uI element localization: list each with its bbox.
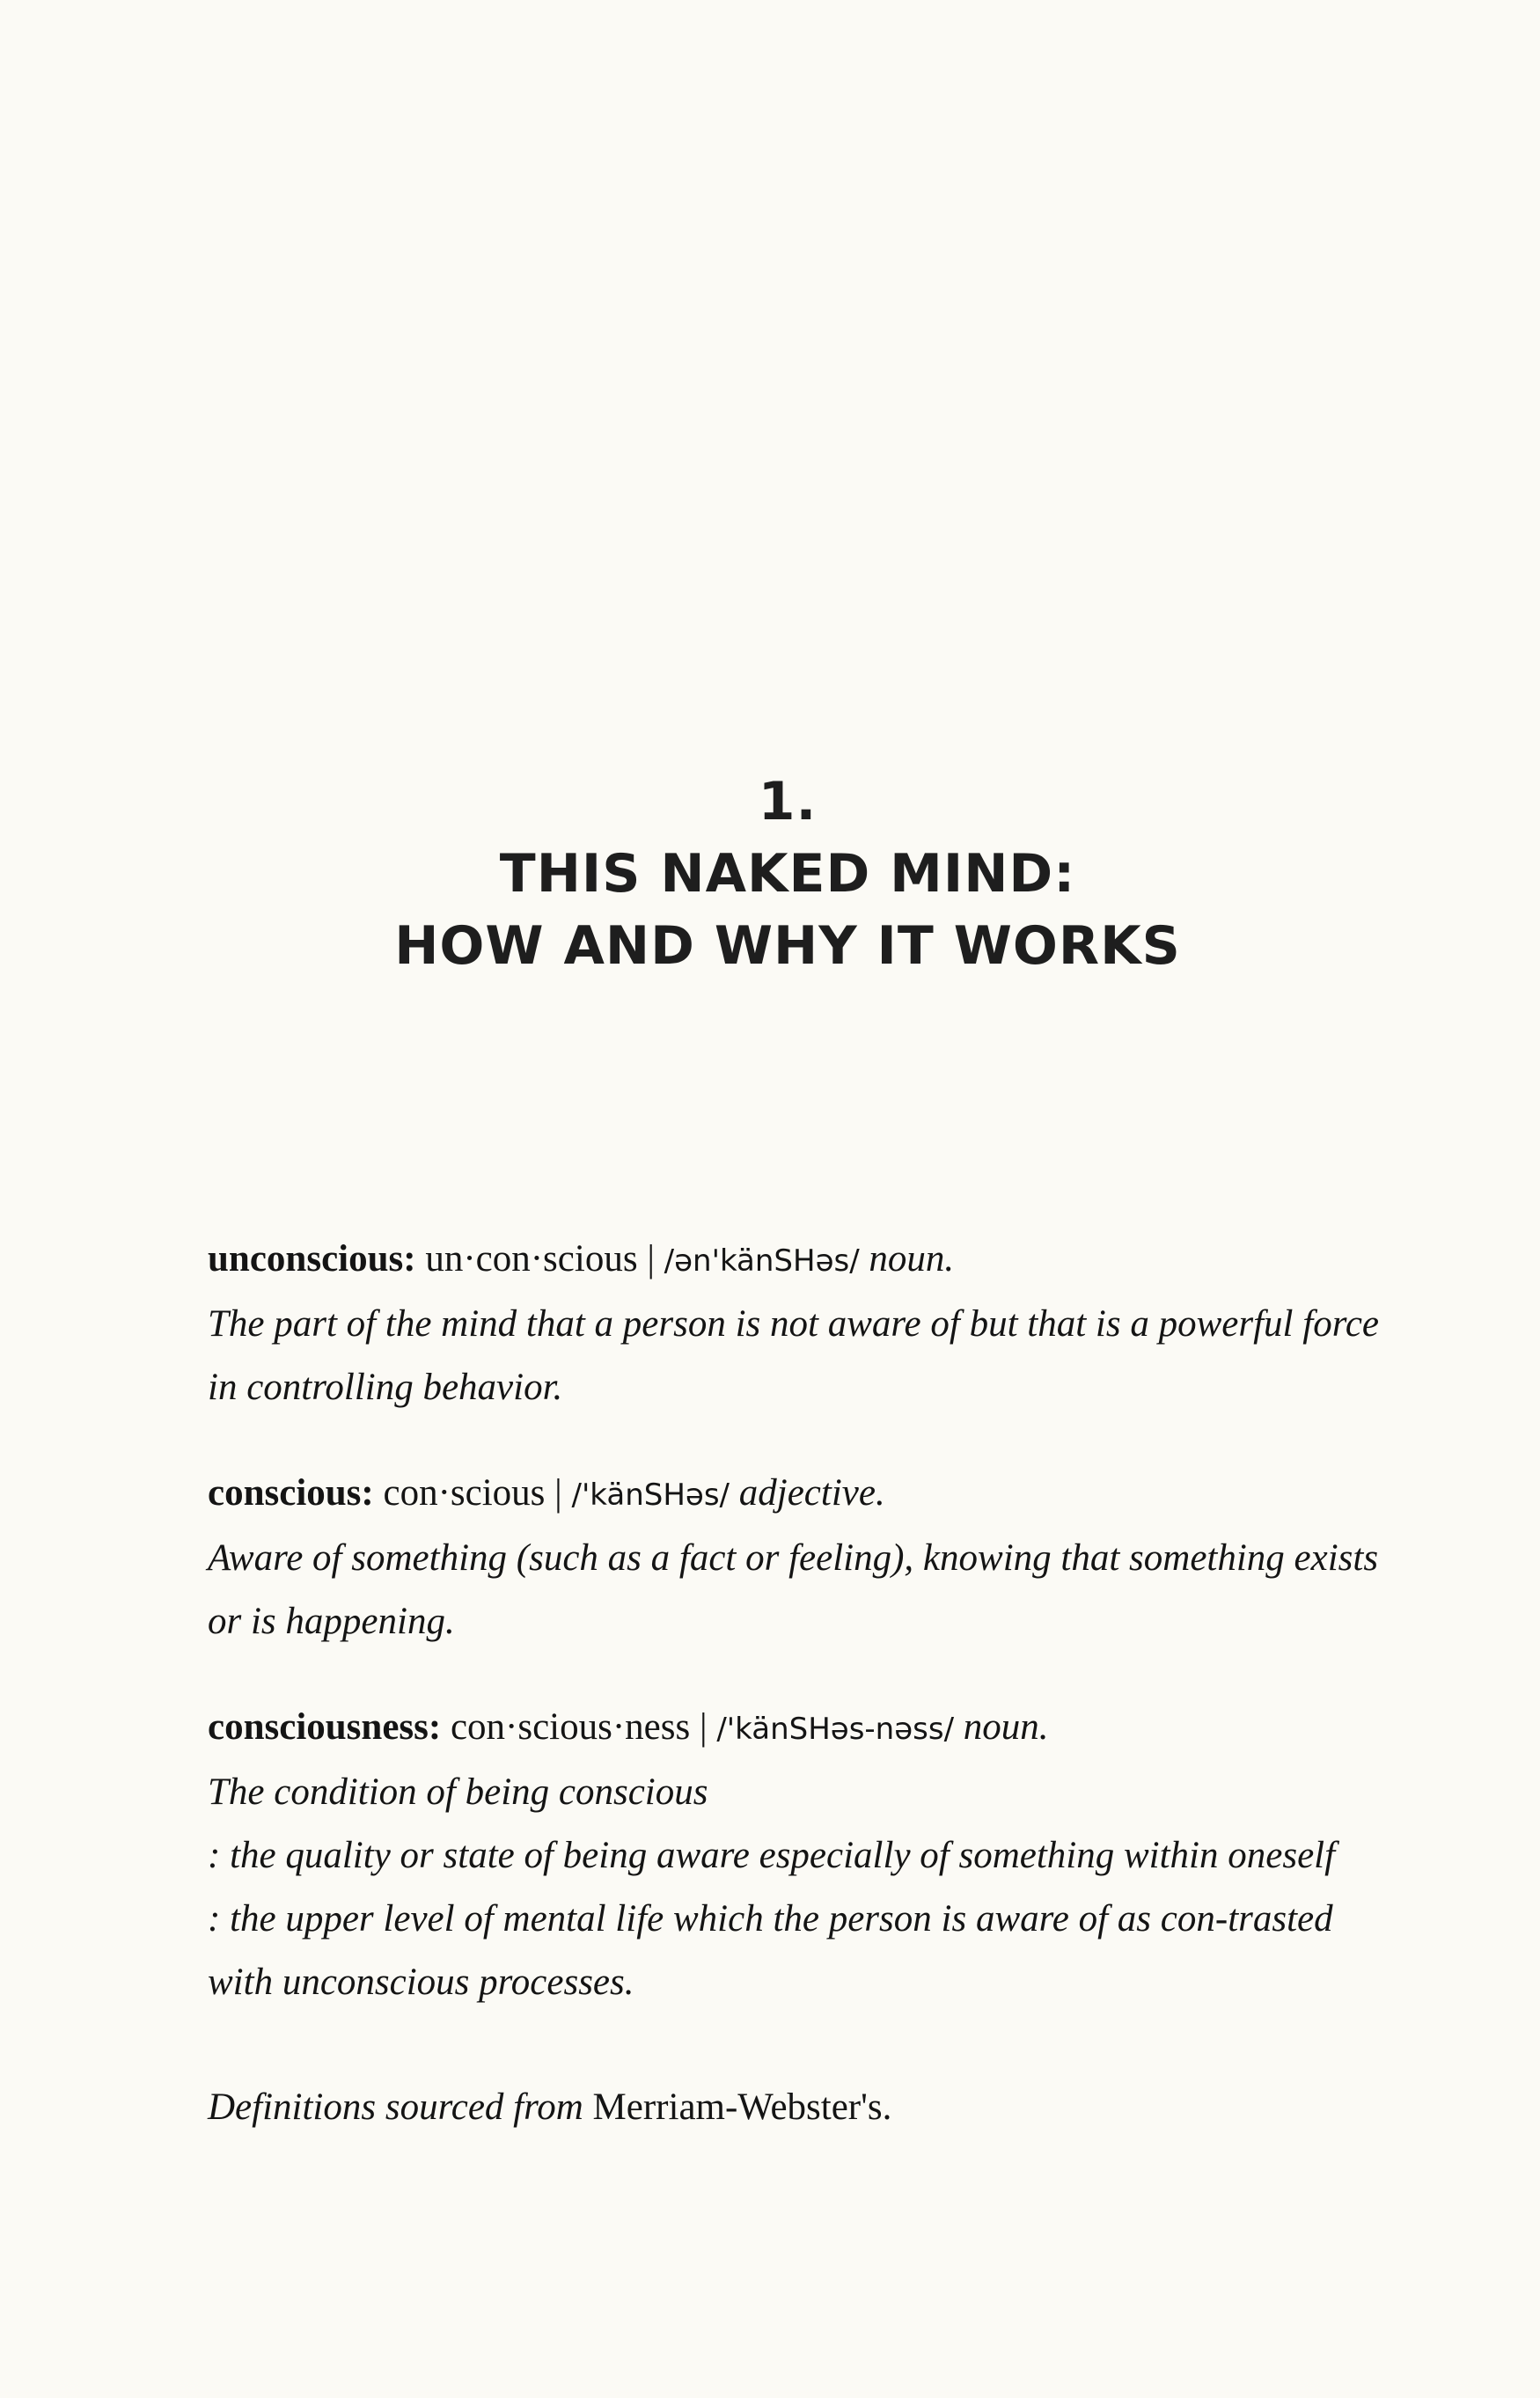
definition-separator: | — [554, 1472, 562, 1514]
definition-separator: | — [699, 1706, 708, 1748]
definition-term: conscious: — [208, 1472, 374, 1514]
chapter-number: 1. — [758, 771, 818, 832]
source-publisher: Merriam-Webster's. — [592, 2086, 892, 2128]
definition-sense: Aware of something (such as a fact or feeling), knowing that something exists or is happening. — [208, 1537, 1379, 1642]
definition-sense: The part of the mind that a person is not aware of but that is a powerful force in controlling behavior. — [208, 1303, 1380, 1408]
definition-part-of-speech: noun. — [963, 1706, 1049, 1748]
chapter-title-line-2: HOW AND WHY IT WORKS — [394, 915, 1181, 977]
definition-term: unconscious: — [208, 1238, 416, 1280]
definition-separator: | — [647, 1238, 655, 1280]
definition-term: consciousness: — [208, 1706, 442, 1748]
definitions-section — [208, 1228, 1387, 2177]
definition-entry-unconscious — [208, 1228, 1387, 1419]
definition-pronunciation: /'känSHəs-nəss/ — [716, 1712, 955, 1747]
chapter-heading — [0, 766, 1540, 982]
chapter-title-line-1: THIS NAKED MIND: — [499, 843, 1076, 905]
definition-syllables: con·scious — [383, 1472, 546, 1514]
definition-part-of-speech: noun. — [869, 1238, 955, 1280]
definition-sense: : the quality or state of being aware especially of something within oneself — [208, 1835, 1336, 1876]
definition-sense: The condition of being conscious — [208, 1771, 708, 1813]
definition-entry-consciousness — [208, 1696, 1387, 2014]
definition-pronunciation: /'känSHəs/ — [571, 1478, 730, 1513]
definition-headline — [208, 1462, 1387, 1527]
definition-part-of-speech: adjective. — [738, 1472, 885, 1514]
definition-entry-conscious — [208, 1462, 1387, 1654]
definition-syllables: con·scious·ness — [450, 1706, 691, 1748]
definition-pronunciation: /ən'känSHəs/ — [664, 1243, 860, 1279]
definitions-source-note — [208, 2076, 1387, 2139]
source-prefix: Definitions sourced from — [208, 2086, 583, 2128]
definition-headline — [208, 1228, 1387, 1293]
definition-headline — [208, 1696, 1387, 1761]
definition-syllables: un·con·scious — [425, 1238, 638, 1280]
definition-sense: : the upper level of mental life which the person is aware of as con-trasted with unconscious processes. — [208, 1898, 1333, 2003]
